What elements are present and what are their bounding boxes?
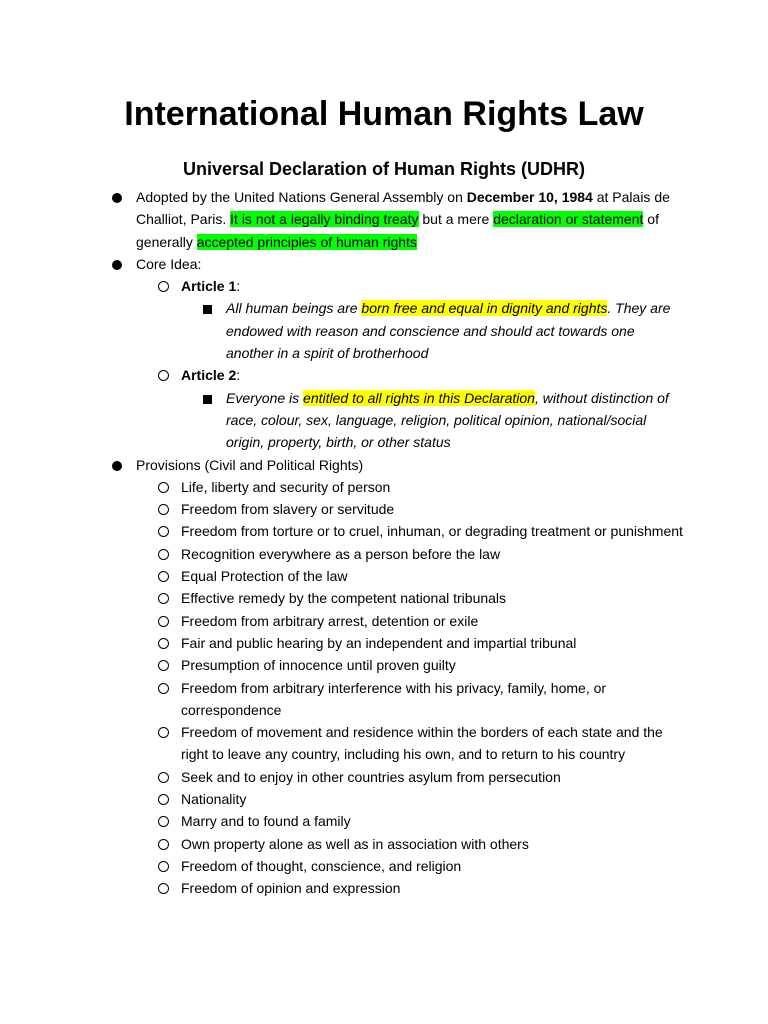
hollow-circle-bullet-icon <box>158 855 169 877</box>
list-item <box>136 520 684 542</box>
hollow-circle-bullet-icon <box>158 810 169 832</box>
core-idea-sublist <box>136 275 684 453</box>
hollow-circle-bullet-icon <box>158 565 169 587</box>
provision-text: Freedom of thought, conscience, and religion <box>181 857 462 874</box>
main-bullet-list <box>0 186 768 900</box>
provision-text: Life, liberty and security of person <box>181 478 391 495</box>
hollow-circle-bullet-icon <box>158 677 169 699</box>
text: but a mere <box>418 211 494 228</box>
square-bullet-icon <box>203 387 212 409</box>
core-idea-label: Core Idea: <box>136 255 202 272</box>
provision-text: Freedom from arbitrary interference with his privacy, family, home, or correspondence <box>181 679 607 718</box>
list-item <box>136 855 684 877</box>
hollow-circle-bullet-icon <box>158 543 169 565</box>
provision-text: Freedom of movement and residence within the borders of each state and the right to leave any country, including his own, and to return to his country <box>181 724 663 763</box>
provisions-sublist <box>136 476 684 900</box>
adoption-date: December 10, 1984 <box>466 189 593 205</box>
filled-circle-bullet-icon <box>112 186 122 208</box>
colon: : <box>236 367 241 384</box>
provision-text: Effective remedy by the competent national tribunals <box>181 590 507 607</box>
hollow-circle-bullet-icon <box>158 877 169 899</box>
hollow-circle-bullet-icon <box>158 520 169 542</box>
provision-text: Recognition everywhere as a person before the law <box>181 545 501 562</box>
hollow-circle-bullet-icon <box>158 632 169 654</box>
hollow-circle-bullet-icon <box>158 275 169 297</box>
provisions-label: Provisions (Civil and Political Rights) <box>136 456 364 473</box>
provision-text: Seek and to enjoy in other countries asylum from persecution <box>181 768 561 785</box>
list-item-article-2 <box>136 364 684 453</box>
provision-text: Presumption of innocence until proven guilty <box>181 657 456 674</box>
list-item <box>136 654 684 676</box>
list-item <box>136 632 684 654</box>
hollow-circle-bullet-icon <box>158 833 169 855</box>
hollow-circle-bullet-icon <box>158 476 169 498</box>
article-2-sublist <box>181 387 684 454</box>
provision-text: Own property alone as well as in association with others <box>181 835 529 852</box>
article-2-text <box>181 387 684 454</box>
provision-text: Equal Protection of the law <box>181 568 348 585</box>
filled-circle-bullet-icon <box>112 253 122 275</box>
article-1-label: Article 1 <box>181 278 237 295</box>
text: Adopted by the United Nations General Assembly on <box>136 189 467 205</box>
provision-text: Freedom from torture or to cruel, inhuman, or degrading treatment or punishment <box>181 523 683 540</box>
list-item <box>136 810 684 832</box>
list-item-article-1 <box>136 275 684 364</box>
highlight-green: It is not a legally binding treaty <box>230 211 419 228</box>
list-item <box>136 721 684 766</box>
hollow-circle-bullet-icon <box>158 654 169 676</box>
list-item <box>136 565 684 587</box>
provision-text: Freedom of opinion and expression <box>181 880 401 897</box>
highlight-green: declaration or statement <box>493 211 644 228</box>
filled-circle-bullet-icon <box>112 454 122 476</box>
colon: : <box>236 278 241 295</box>
list-item <box>136 833 684 855</box>
hollow-circle-bullet-icon <box>158 788 169 810</box>
text: All human beings are <box>226 300 362 317</box>
text: at Palais de Challiot, Paris. <box>136 189 670 228</box>
text: of generally <box>136 211 659 250</box>
list-item <box>136 610 684 632</box>
document-title: International Human Rights Law <box>124 95 644 133</box>
document-body <box>0 186 768 900</box>
list-item <box>136 476 684 498</box>
list-item <box>136 677 684 722</box>
text: . They are endowed with reason and conscience and should act towards one another in a spirit of brotherhood <box>226 300 671 362</box>
text: , without distinction of race, colour, sex, language, religion, political opinion, national/social origin, property, birth, or other status <box>226 389 669 451</box>
list-item <box>136 877 684 899</box>
list-item <box>136 766 684 788</box>
provision-text: Marry and to found a family <box>181 813 351 830</box>
hollow-circle-bullet-icon <box>158 610 169 632</box>
article-1-text <box>181 297 684 364</box>
hollow-circle-bullet-icon <box>158 364 169 386</box>
section-heading: Universal Declaration of Human Rights (UDHR) <box>182 159 586 179</box>
list-item-adopted <box>0 186 768 253</box>
provision-text: Fair and public hearing by an independent and impartial tribunal <box>181 634 577 651</box>
hollow-circle-bullet-icon <box>158 721 169 743</box>
highlight-green: accepted principles of human rights <box>196 233 417 250</box>
list-item <box>136 543 684 565</box>
list-item <box>136 498 684 520</box>
highlight-yellow: entitled to all rights in this Declaration <box>303 389 535 406</box>
article-2-label: Article 2 <box>181 367 237 384</box>
provision-text: Nationality <box>181 791 247 808</box>
square-bullet-icon <box>203 297 212 319</box>
provision-text: Freedom from arbitrary arrest, detention or exile <box>181 612 479 629</box>
text: Everyone is <box>226 389 304 406</box>
hollow-circle-bullet-icon <box>158 587 169 609</box>
highlight-yellow: born free and equal in dignity and rights <box>361 300 608 317</box>
article-1-sublist <box>181 297 684 364</box>
list-item-core-idea <box>0 253 768 454</box>
list-item <box>136 587 684 609</box>
hollow-circle-bullet-icon <box>158 766 169 788</box>
list-item-provisions <box>0 454 768 900</box>
provision-text: Freedom from slavery or servitude <box>181 501 395 518</box>
hollow-circle-bullet-icon <box>158 498 169 520</box>
list-item <box>136 788 684 810</box>
